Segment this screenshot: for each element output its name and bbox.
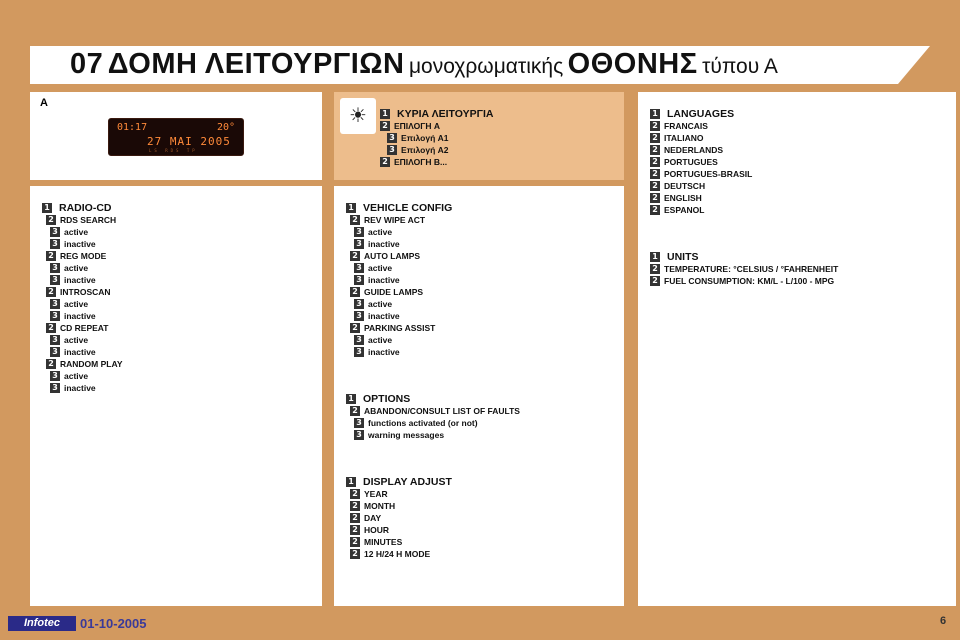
level-1-badge: 1 <box>42 203 52 213</box>
languages-item <box>650 132 704 144</box>
vehicle-config-item <box>350 322 435 334</box>
level-2-badge: 2 <box>350 406 360 416</box>
vehicle-config-item <box>350 250 420 262</box>
item-label: RANDOM PLAY <box>60 359 123 369</box>
level-1-badge: 1 <box>650 252 660 262</box>
main-menu-item <box>380 156 447 168</box>
title-part2: μονοχρωματικής <box>408 55 564 78</box>
level-2-badge: 2 <box>350 489 360 499</box>
radio-cd-item <box>46 250 106 262</box>
level-2-badge: 2 <box>650 205 660 215</box>
level-2-badge: 2 <box>46 215 56 225</box>
item-label: functions activated (or not) <box>368 418 478 428</box>
level-1-badge: 1 <box>346 394 356 404</box>
options-item <box>354 429 444 441</box>
item-label: warning messages <box>368 430 445 440</box>
level-3-badge: 3 <box>387 133 397 143</box>
level-2-badge: 2 <box>350 287 360 297</box>
item-label: inactive <box>64 347 96 357</box>
level-3-badge: 3 <box>50 263 60 273</box>
item-label: HOUR <box>364 525 390 535</box>
item-label: active <box>64 371 89 381</box>
radio-cd-item <box>50 310 96 322</box>
vehicle-config-item <box>354 298 392 310</box>
languages-item <box>650 108 734 120</box>
item-label: inactive <box>64 275 96 285</box>
level-1-badge: 1 <box>346 477 356 487</box>
item-label: AUTO LAMPS <box>364 251 421 261</box>
item-label: UNITS <box>667 251 699 263</box>
level-3-badge: 3 <box>354 275 364 285</box>
light-icon: ☀ <box>340 98 376 134</box>
title-part4: τύπου Α <box>702 55 778 78</box>
item-label: inactive <box>368 311 400 321</box>
languages-item <box>650 180 705 192</box>
vehicle-config-item <box>354 346 400 358</box>
item-label: REV WIPE ACT <box>364 215 426 225</box>
item-label: FUEL CONSUMPTION: KM/L - L/100 - MPG <box>664 276 835 286</box>
item-label: ΚΥΡΙΑ ΛΕΙΤΟΥΡΓΙΑ <box>397 108 494 120</box>
languages-item <box>650 144 723 156</box>
languages-item <box>650 156 718 168</box>
level-2-badge: 2 <box>350 549 360 559</box>
item-label: TEMPERATURE: °CELSIUS / °FAHRENHEIT <box>664 264 839 274</box>
level-3-badge: 3 <box>50 227 60 237</box>
page-title <box>70 48 778 81</box>
item-label: active <box>64 335 89 345</box>
item-label: ESPANOL <box>664 205 705 215</box>
item-label: PORTUGUES-BRASIL <box>664 169 753 179</box>
item-label: RDS SEARCH <box>60 215 117 225</box>
main-menu-item <box>380 120 440 132</box>
item-label: REG MODE <box>60 251 107 261</box>
level-3-badge: 3 <box>50 239 60 249</box>
radio-cd-item <box>46 286 111 298</box>
radio-cd-item <box>50 370 88 382</box>
radio-cd-item <box>50 298 88 310</box>
level-2-badge: 2 <box>650 145 660 155</box>
level-2-badge: 2 <box>650 121 660 131</box>
item-label: PORTUGUES <box>664 157 718 167</box>
item-label: DISPLAY ADJUST <box>363 476 452 488</box>
item-label: inactive <box>368 239 400 249</box>
level-3-badge: 3 <box>50 383 60 393</box>
item-label: LANGUAGES <box>667 108 735 120</box>
level-3-badge: 3 <box>50 335 60 345</box>
vehicle-config-item <box>354 334 392 346</box>
level-2-badge: 2 <box>650 169 660 179</box>
item-label: active <box>368 263 393 273</box>
level-3-badge: 3 <box>354 311 364 321</box>
level-1-badge: 1 <box>380 109 390 119</box>
lcd-indicators: LS RDS TP <box>149 148 198 153</box>
item-label: active <box>368 227 393 237</box>
level-2-badge: 2 <box>46 359 56 369</box>
radio-cd-item <box>42 202 112 214</box>
level-3-badge: 3 <box>50 371 60 381</box>
title-number: 07 <box>70 48 104 80</box>
item-label: DEUTSCH <box>664 181 706 191</box>
item-label: FRANCAIS <box>664 121 708 131</box>
display-adjust-item <box>350 536 402 548</box>
radio-cd-item <box>50 274 96 286</box>
main-menu-item <box>387 144 449 156</box>
level-3-badge: 3 <box>354 418 364 428</box>
level-2-badge: 2 <box>650 264 660 274</box>
item-label: inactive <box>64 311 96 321</box>
level-3-badge: 3 <box>354 239 364 249</box>
level-3-badge: 3 <box>50 311 60 321</box>
item-label: Επιλογή A1 <box>401 133 449 143</box>
display-adjust-item <box>350 488 388 500</box>
item-label: inactive <box>368 275 400 285</box>
display-adjust-item <box>350 548 430 560</box>
radio-cd-item <box>46 358 123 370</box>
level-2-badge: 2 <box>380 121 390 131</box>
lcd-time: 01:17 <box>117 122 148 133</box>
item-label: inactive <box>64 239 96 249</box>
vehicle-config-item <box>354 226 392 238</box>
main-menu-item <box>387 132 449 144</box>
units-item <box>650 275 834 287</box>
radio-cd-item <box>50 346 96 358</box>
radio-cd-item <box>50 382 96 394</box>
units-item <box>650 251 699 263</box>
item-label: MONTH <box>364 501 396 511</box>
level-2-badge: 2 <box>350 525 360 535</box>
level-3-badge: 3 <box>50 347 60 357</box>
item-label: ABANDON/CONSULT LIST OF FAULTS <box>364 406 520 416</box>
level-3-badge: 3 <box>387 145 397 155</box>
languages-item <box>650 192 702 204</box>
item-label: RADIO-CD <box>59 202 112 214</box>
lcd-temp: 20° <box>216 122 235 133</box>
level-2-badge: 2 <box>380 157 390 167</box>
item-label: VEHICLE CONFIG <box>363 202 453 214</box>
item-label: active <box>64 299 89 309</box>
vehicle-config-item <box>354 274 400 286</box>
radio-cd-item <box>50 226 88 238</box>
item-label: active <box>64 227 89 237</box>
languages-item <box>650 204 704 216</box>
item-label: active <box>368 335 393 345</box>
level-2-badge: 2 <box>350 215 360 225</box>
radio-cd-item <box>50 334 88 346</box>
item-label: ΕΠΙΛΟΓΗ B... <box>394 157 448 167</box>
level-2-badge: 2 <box>650 181 660 191</box>
level-2-badge: 2 <box>350 251 360 261</box>
languages-item <box>650 120 708 132</box>
item-label: NEDERLANDS <box>664 145 724 155</box>
item-label: MINUTES <box>364 537 403 547</box>
level-2-badge: 2 <box>350 323 360 333</box>
options-item <box>354 417 478 429</box>
item-label: 12 H/24 H MODE <box>364 549 431 559</box>
radio-cd-item <box>50 238 96 250</box>
level-2-badge: 2 <box>46 251 56 261</box>
level-3-badge: 3 <box>354 263 364 273</box>
level-2-badge: 2 <box>350 501 360 511</box>
level-3-badge: 3 <box>354 335 364 345</box>
item-label: ENGLISH <box>664 193 702 203</box>
options-item <box>350 405 520 417</box>
level-1-badge: 1 <box>346 203 356 213</box>
title-part3: ΟΘΟΝΗΣ <box>567 48 698 80</box>
vehicle-config-item <box>346 202 452 214</box>
vehicle-config-item <box>354 262 392 274</box>
main-menu-item <box>380 108 493 120</box>
level-2-badge: 2 <box>650 193 660 203</box>
item-label: CD REPEAT <box>60 323 109 333</box>
item-label: ΕΠΙΛΟΓΗ A <box>394 121 440 131</box>
item-label: ITALIANO <box>664 133 704 143</box>
title-bar <box>30 46 898 84</box>
radio-cd-item <box>46 214 116 226</box>
display-label: A <box>40 97 48 109</box>
level-3-badge: 3 <box>354 347 364 357</box>
level-2-badge: 2 <box>650 133 660 143</box>
vehicle-config-item <box>350 214 425 226</box>
item-label: DAY <box>364 513 382 523</box>
item-label: inactive <box>368 347 400 357</box>
vehicle-config-item <box>354 238 400 250</box>
languages-item <box>650 168 752 180</box>
item-label: PARKING ASSIST <box>364 323 436 333</box>
level-2-badge: 2 <box>650 276 660 286</box>
level-2-badge: 2 <box>46 287 56 297</box>
vehicle-config-item <box>350 286 423 298</box>
infotec-logo: Infotec <box>8 616 76 631</box>
title-part1: ΔΟΜΗ ΛΕΙΤΟΥΡΓΙΩΝ <box>107 48 405 80</box>
level-2-badge: 2 <box>46 323 56 333</box>
item-label: YEAR <box>364 489 388 499</box>
level-2-badge: 2 <box>650 157 660 167</box>
display-adjust-item <box>350 512 381 524</box>
vehicle-config-item <box>354 310 400 322</box>
item-label: Επιλογή A2 <box>401 145 449 155</box>
level-2-badge: 2 <box>350 537 360 547</box>
lcd-date: 27 MAI 2005 <box>147 135 231 148</box>
page-number: 6 <box>940 615 947 627</box>
display-adjust-item <box>346 476 452 488</box>
panel-main-menu <box>334 92 624 180</box>
item-label: INTROSCAN <box>60 287 111 297</box>
radio-cd-item <box>46 322 109 334</box>
display-adjust-item <box>350 500 395 512</box>
display-adjust-item <box>350 524 389 536</box>
item-label: active <box>368 299 393 309</box>
item-label: inactive <box>64 383 96 393</box>
item-label: active <box>64 263 89 273</box>
item-label: GUIDE LAMPS <box>364 287 424 297</box>
level-3-badge: 3 <box>50 275 60 285</box>
level-1-badge: 1 <box>650 109 660 119</box>
item-label: OPTIONS <box>363 393 411 405</box>
level-3-badge: 3 <box>354 430 364 440</box>
level-2-badge: 2 <box>350 513 360 523</box>
level-3-badge: 3 <box>50 299 60 309</box>
footer-date: 01-10-2005 <box>80 616 147 631</box>
units-item <box>650 263 838 275</box>
options-item <box>346 393 410 405</box>
level-3-badge: 3 <box>354 299 364 309</box>
level-3-badge: 3 <box>354 227 364 237</box>
lcd-display <box>108 118 244 156</box>
radio-cd-item <box>50 262 88 274</box>
